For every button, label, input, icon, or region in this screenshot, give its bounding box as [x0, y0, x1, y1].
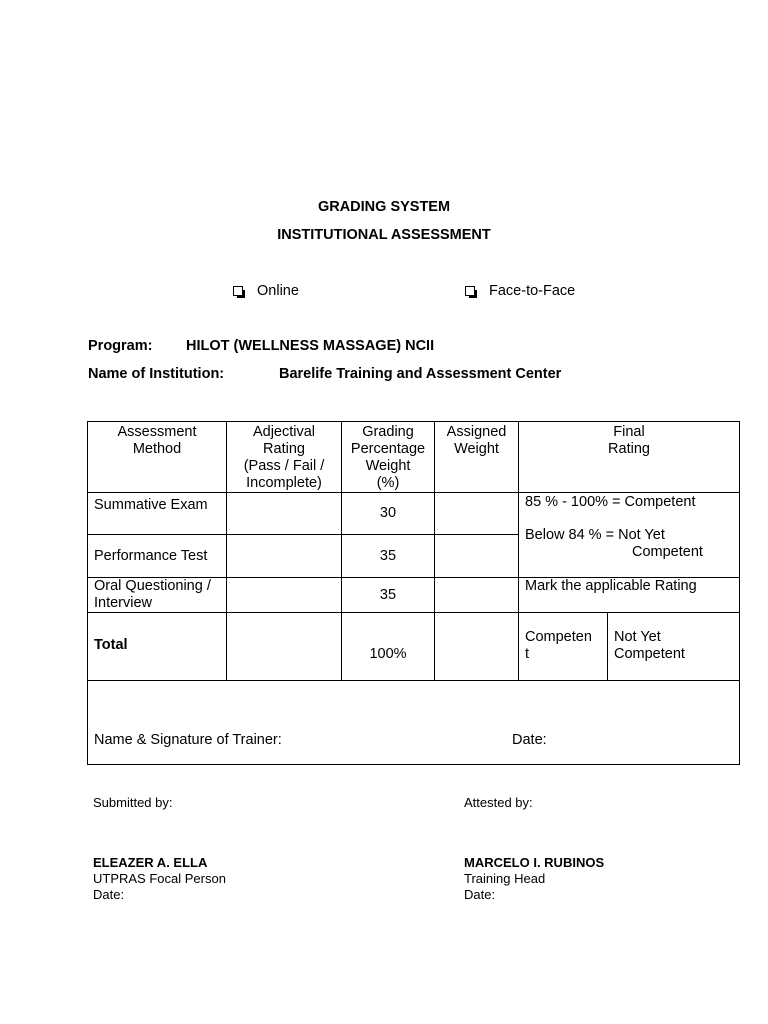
row-performance-method: Performance Test: [88, 535, 227, 578]
table-header-row: [88, 422, 740, 493]
not-yet-competent-line2: Competent: [632, 544, 703, 560]
option-face-to-face[interactable]: [465, 283, 575, 299]
row-total-label: Total: [88, 613, 227, 681]
mark-applicable-rating: Mark the applicable Rating: [519, 578, 740, 613]
cell-performance-pct: 35: [342, 535, 435, 578]
option-online[interactable]: [233, 283, 299, 299]
trainer-signature-label: Name & Signature of Trainer:: [94, 732, 282, 748]
cell-oral-weight[interactable]: [435, 578, 519, 613]
checkbox-icon[interactable]: [233, 286, 243, 296]
not-yet-competent-line1: Below 84 % = Not Yet: [525, 527, 665, 543]
attested-by-label: Attested by:: [464, 795, 533, 810]
table-row: [88, 578, 740, 613]
trainer-date-label: Date:: [512, 732, 547, 748]
submitter-title: UTPRAS Focal Person: [93, 871, 226, 886]
table-row: [88, 493, 740, 535]
submitter-name: ELEAZER A. ELLA: [93, 855, 208, 870]
cell-competent[interactable]: Competen t: [519, 613, 608, 681]
program-value: HILOT (WELLNESS MASSAGE) NCII: [186, 338, 435, 354]
attester-title: Training Head: [464, 871, 546, 886]
header-final-rating: Final Rating: [519, 422, 740, 493]
attester-date: Date:: [464, 887, 496, 902]
title-grading-system: GRADING SYSTEM: [317, 199, 451, 215]
cell-summative-adjectival[interactable]: [227, 493, 342, 535]
submitter-date: Date:: [93, 887, 125, 902]
header-grading-percentage: Grading Percentage Weight (%): [342, 422, 435, 493]
institution-label: Name of Institution:: [88, 366, 225, 382]
program-label: Program:: [88, 338, 153, 354]
cell-performance-weight[interactable]: [435, 535, 519, 578]
competent-range: 85 % - 100% = Competent: [525, 494, 696, 510]
option-online-label: Online: [257, 283, 299, 299]
cell-performance-adjectival[interactable]: [227, 535, 342, 578]
cell-total-pct: 100%: [342, 613, 435, 681]
header-adjectival-rating: Adjectival Rating (Pass / Fail / Incomplete): [227, 422, 342, 493]
attester-name: MARCELO I. RUBINOS: [464, 855, 605, 870]
header-assigned-weight: Assigned Weight: [435, 422, 519, 493]
cell-oral-adjectival[interactable]: [227, 578, 342, 613]
title-institutional-assessment: INSTITUTIONAL ASSESSMENT: [277, 227, 491, 243]
table-footer-row: [88, 681, 740, 765]
trainer-signature-cell[interactable]: [88, 681, 740, 765]
table-row-total: [88, 613, 740, 681]
cell-summative-pct: 30: [342, 493, 435, 535]
institution-value: Barelife Training and Assessment Center: [279, 366, 562, 382]
row-oral-method: Oral Questioning / Interview: [88, 578, 227, 613]
cell-total-weight[interactable]: [435, 613, 519, 681]
row-summative-method: Summative Exam: [88, 493, 227, 535]
cell-oral-pct: 35: [342, 578, 435, 613]
submitted-by-label: Submitted by:: [93, 795, 173, 810]
cell-not-yet-competent[interactable]: Not Yet Competent: [608, 613, 740, 681]
header-assessment-method: Assessment Method: [88, 422, 227, 493]
cell-total-adjectival[interactable]: [227, 613, 342, 681]
option-face-to-face-label: Face-to-Face: [489, 283, 576, 299]
grading-table: [87, 421, 740, 765]
checkbox-icon[interactable]: [465, 286, 475, 296]
cell-summative-weight[interactable]: [435, 493, 519, 535]
final-rating-notes: [519, 493, 740, 578]
